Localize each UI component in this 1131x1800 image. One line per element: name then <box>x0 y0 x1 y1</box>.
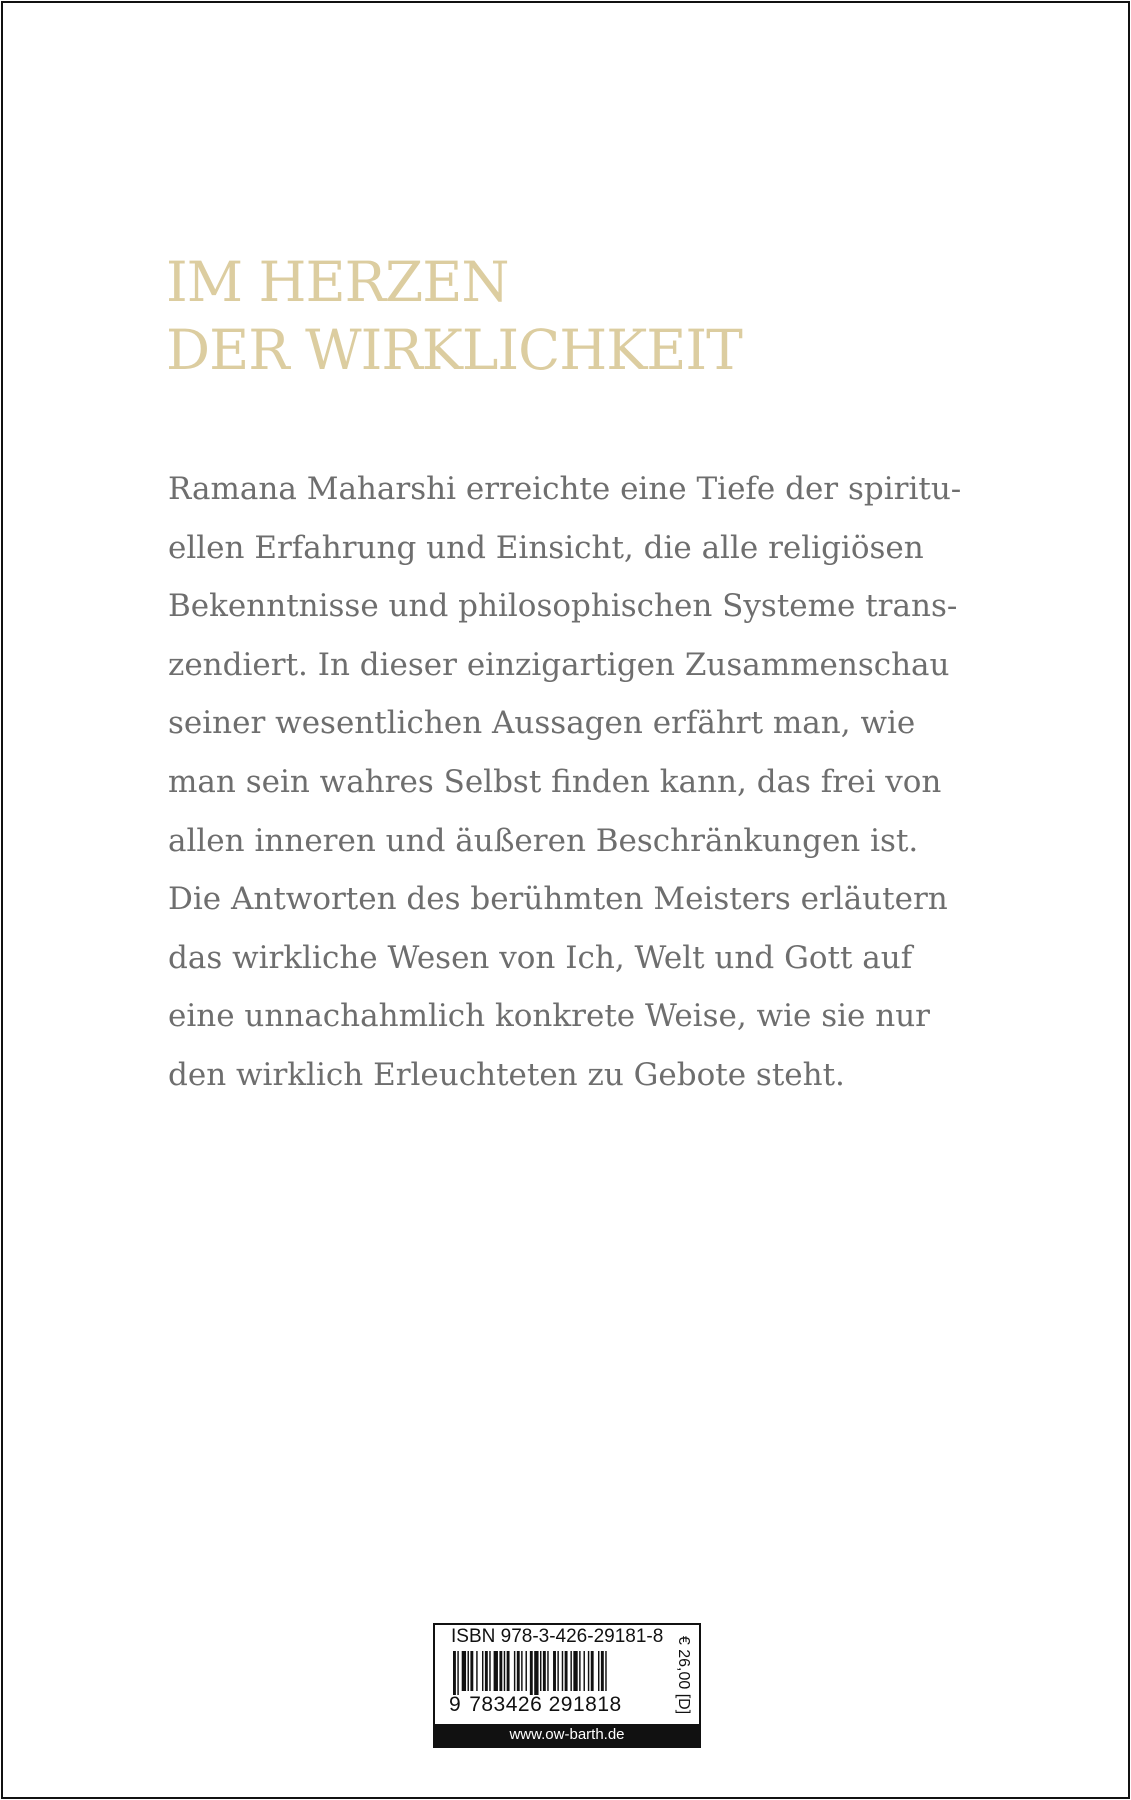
barcode-bar <box>470 1651 473 1691</box>
blurb-line: man sein wahres Selbst finden kann, das frei von <box>168 763 942 800</box>
barcode-bar <box>457 1651 458 1695</box>
barcode-bar <box>499 1651 502 1691</box>
barcode-bar <box>570 1651 571 1691</box>
barcode-bar <box>540 1651 541 1691</box>
barcode-bar <box>601 1651 604 1691</box>
barcode-bar <box>565 1651 568 1691</box>
barcode-bar <box>514 1651 515 1691</box>
barcode-bar <box>534 1651 538 1695</box>
barcode-bar <box>591 1651 594 1691</box>
barcode-bar <box>476 1651 477 1691</box>
barcode-bar <box>489 1651 490 1691</box>
blurb-line: Bekenntnisse und philosophischen Systeme trans- <box>168 588 958 625</box>
barcode-bar <box>530 1651 533 1695</box>
blurb-text <box>168 460 988 1105</box>
barcode-bar <box>557 1651 558 1691</box>
publisher-url: www.ow-barth.de <box>435 1724 699 1746</box>
blurb-line: zendiert. In dieser einzigartigen Zusammenschau <box>168 646 950 683</box>
barcode-bar <box>462 1651 466 1691</box>
barcode-bar <box>562 1651 563 1691</box>
title-line-1: IM HERZEN <box>166 250 509 314</box>
barcode-bar <box>584 1651 585 1691</box>
barcode-bar <box>517 1651 520 1691</box>
barcode-digits <box>449 1693 622 1717</box>
barcode-bar <box>521 1651 522 1691</box>
barcode-lead-digit: 9 <box>449 1693 462 1716</box>
blurb-line: Die Antworten des berühmten Meisters erläutern <box>168 881 948 918</box>
barcode-bar <box>485 1651 488 1691</box>
barcode-bar <box>494 1651 498 1691</box>
barcode-bar <box>579 1651 580 1691</box>
barcode-bar <box>573 1651 577 1691</box>
barcode-bar <box>553 1651 556 1691</box>
price-label-box <box>671 1630 695 1720</box>
barcode-bars <box>453 1651 665 1695</box>
barcode-bar <box>547 1651 548 1691</box>
blurb-line: das wirkliche Wesen von Ich, Welt und Gott auf <box>168 939 913 976</box>
blurb-line: seiner wesentlichen Aussagen erfährt man, wie <box>168 705 916 742</box>
blurb-line: allen inneren und äußeren Beschränkungen ist. <box>168 822 919 859</box>
barcode-bar <box>543 1651 546 1691</box>
barcode-bar <box>453 1651 456 1695</box>
barcode-number: 783426 291818 <box>469 1693 622 1716</box>
book-title <box>166 248 742 384</box>
barcode-bar <box>605 1651 606 1691</box>
barcode-bar <box>482 1651 483 1691</box>
title-line-2: DER WIRKLICHKEIT <box>166 318 742 382</box>
blurb-line: eine unnachahmlich konkrete Weise, wie sie nur <box>168 998 930 1035</box>
blurb-line: ellen Erfahrung und Einsicht, die alle religiösen <box>168 529 924 566</box>
barcode-bar <box>588 1651 589 1691</box>
barcode-bar <box>526 1651 527 1691</box>
barcode-bar <box>507 1651 510 1691</box>
isbn-label: ISBN 978-3-426-29181-8 <box>451 1626 664 1647</box>
price-label: € 26,00 [D] <box>675 1635 692 1715</box>
barcode-bar <box>504 1651 505 1691</box>
barcode-box <box>433 1623 701 1748</box>
barcode-bar <box>468 1651 469 1691</box>
blurb-line: Ramana Maharshi erreichte eine Tiefe der spiritu- <box>168 471 962 507</box>
barcode-bar <box>598 1651 599 1691</box>
blurb-line: den wirklich Erleuchteten zu Gebote steht. <box>168 1056 845 1093</box>
